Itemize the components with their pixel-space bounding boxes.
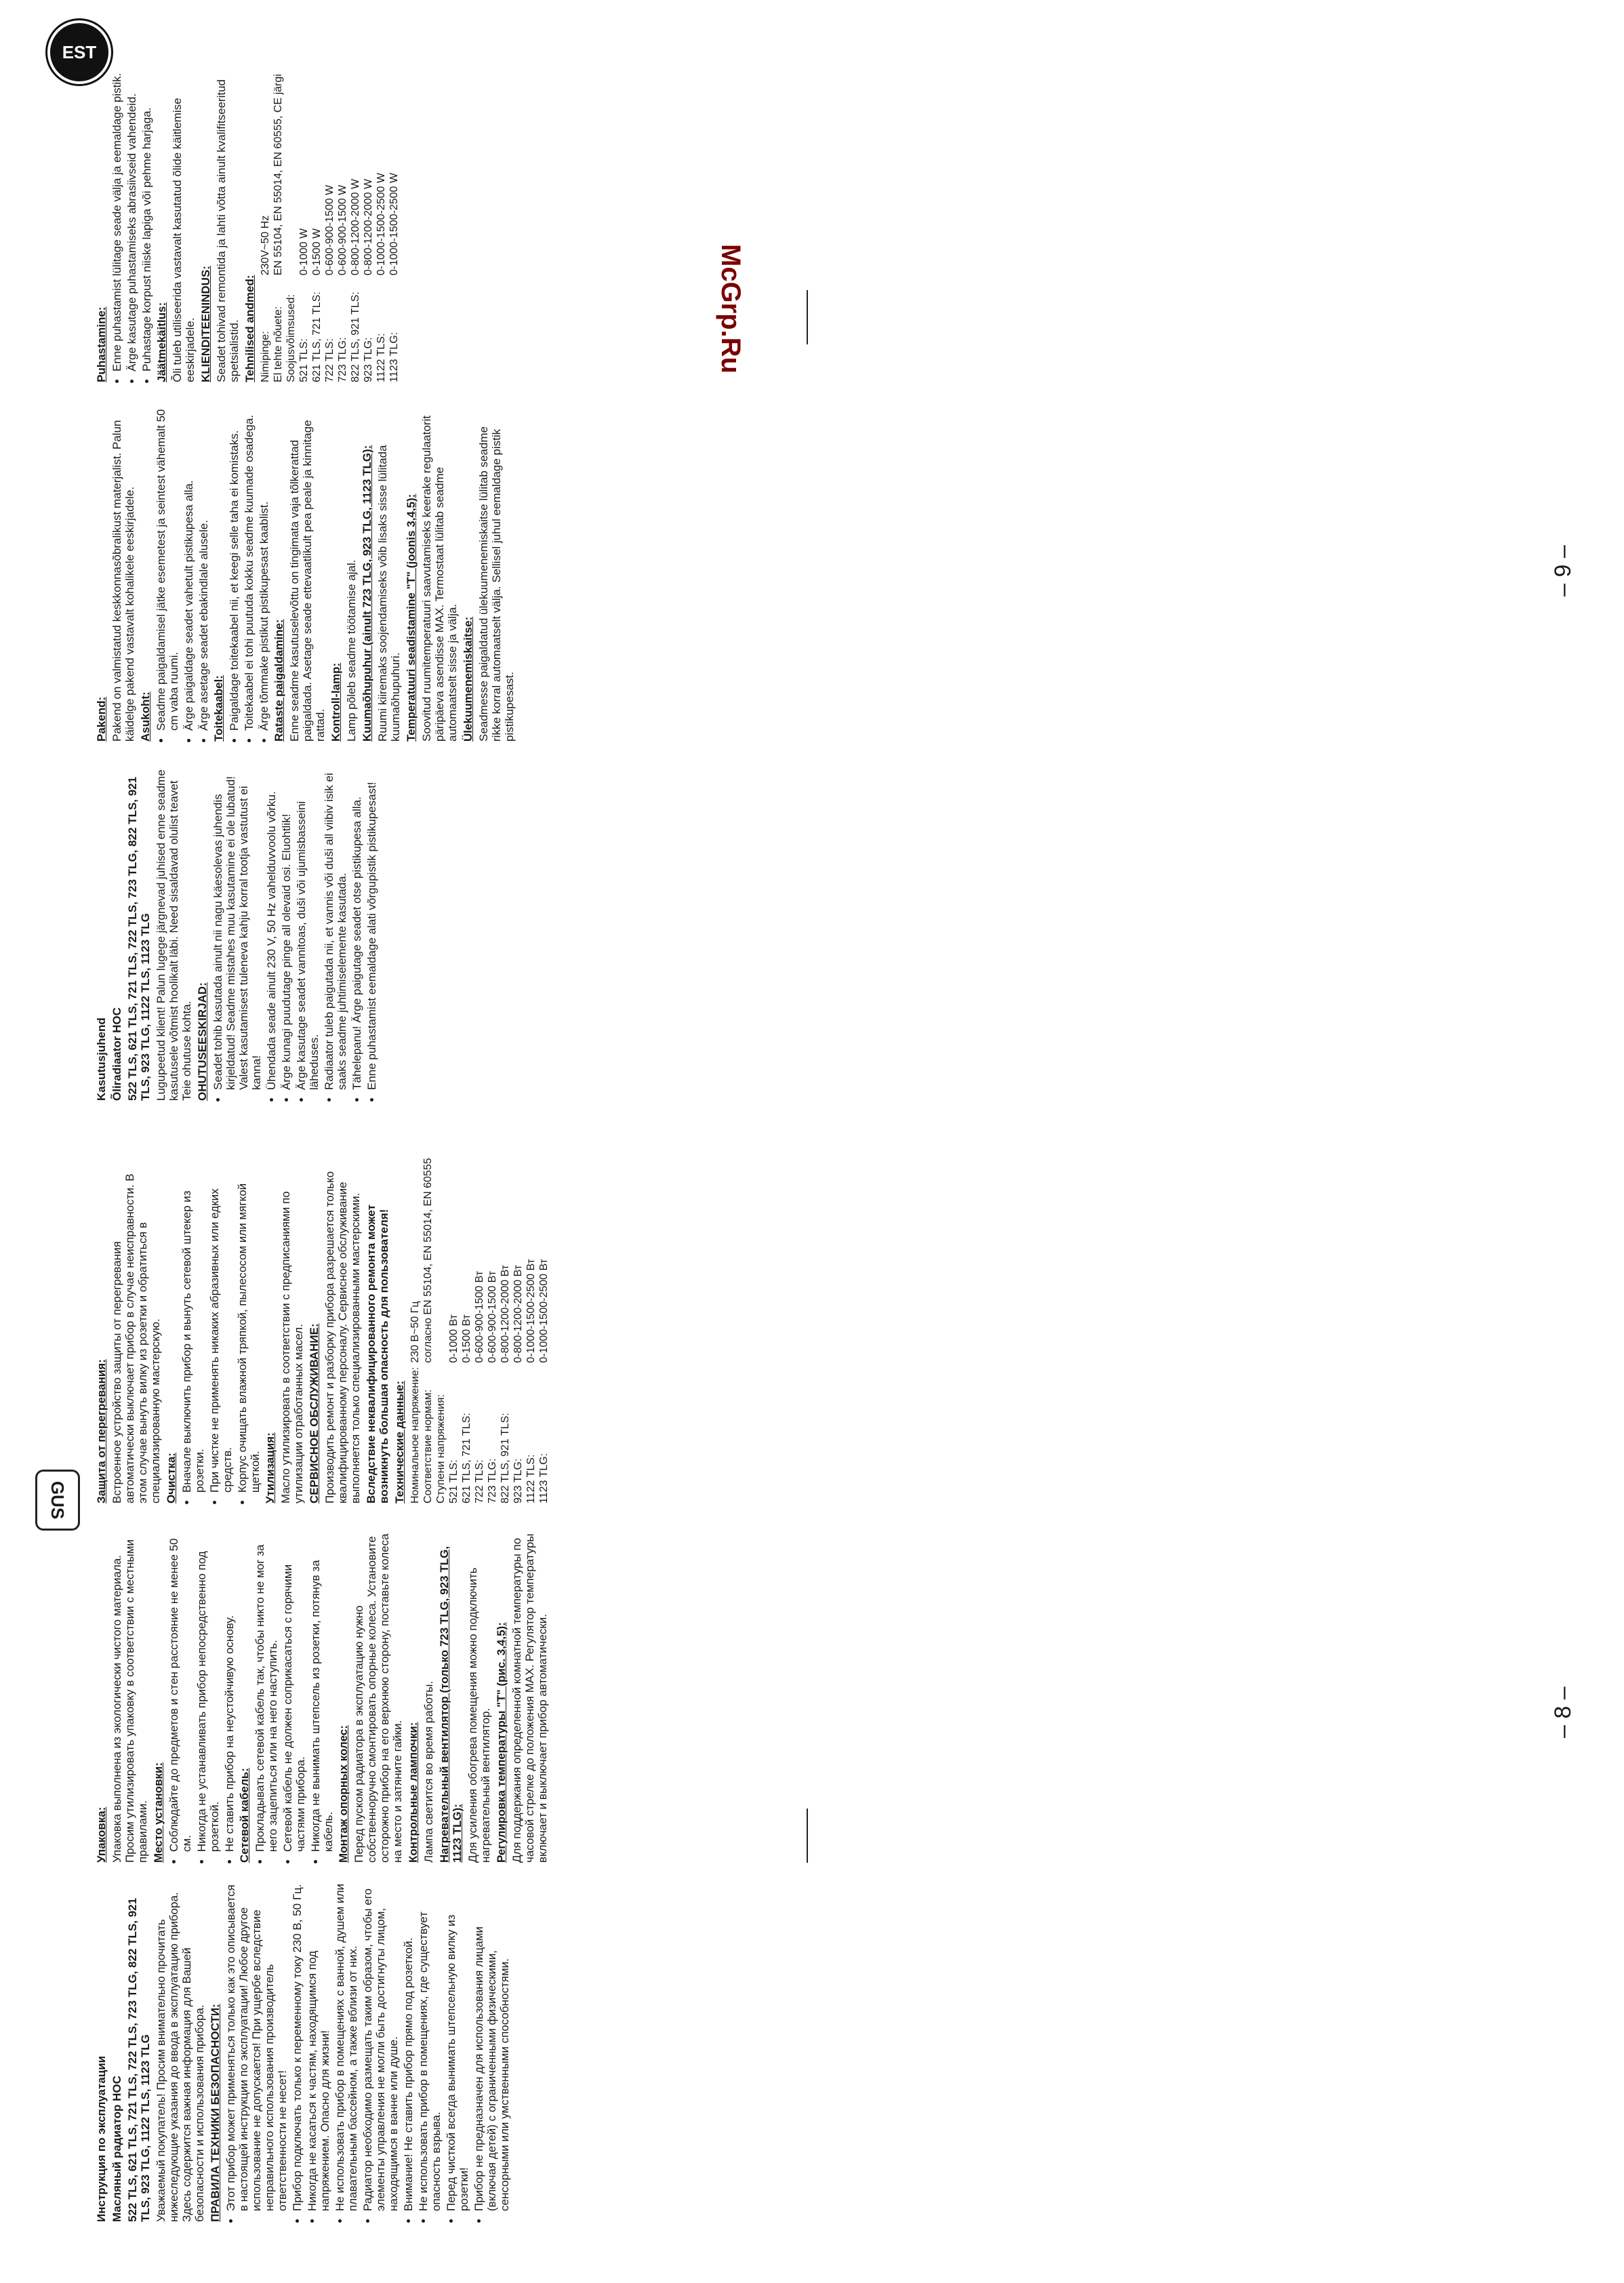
- table-row: [349, 43, 362, 382]
- ru-fan-heading: Нагревательный вентилятор (только 723 TLG, 923 TLG, 1123 TLG):: [438, 1545, 464, 1863]
- est-overheat-heading: Ülekuumenemiskaitse:: [462, 616, 474, 742]
- est-disposal-text: Õli tuleb utiliseerida vastavalt kasutatud õlide käitlemise eeskirjadele.: [171, 98, 197, 382]
- list-item: • Toitekaabel ei tohi puutuda kokku seadme kuumade osadega.: [243, 403, 256, 731]
- ru-util-text: Масло утилизировать в соответствии с предписаниями по утилизации отработанных масел.: [279, 1191, 305, 1503]
- list-item: • Радиатор необходимо размещать таким образом, чтобы его элементы управления не могли быть достигнуты лицом, находящимся в ванне или душе.: [361, 1883, 400, 2211]
- est-disposal-heading: Jäätmekäitlus:: [155, 302, 168, 382]
- ru-safety-list: [224, 1883, 511, 2222]
- ru-title: Инструкция по эксплуатации: [95, 2055, 108, 2222]
- ru-protection-heading: Защита от перегревания:: [95, 1359, 108, 1503]
- ru-thermo-text: Для поддержания определенной комнатной температуры по часовой стрелке до положения MAX. Регулятор температуры включает и выключает прибор автоматически.: [510, 1533, 549, 1863]
- ru-service-text: Производить ремонт и разборку прибора разрешается только квалифицированному персоналу. Сервисное обслуживание выполняется только специализированными мастерскими.: [323, 1171, 362, 1503]
- ru-wheels-heading: Монтаж опорных колес:: [337, 1725, 350, 1863]
- table-row: [272, 43, 285, 382]
- est-service-heading: KLIENDITEENINDUS:: [199, 266, 212, 382]
- est-product: Õliradiaator HOC: [110, 1007, 123, 1101]
- ru-safety-heading: ПРАВИЛА ТЕХНИКИ БЕЗОПАСНОСТИ:: [209, 2004, 222, 2222]
- est-power-model: 1122 TLS:: [375, 333, 387, 382]
- ru-warning: Вследствие неквалифицированного ремонта может возникнуть большая опасность для пользователя!: [365, 1205, 390, 1503]
- table-row: [537, 1154, 550, 1503]
- ru-util-heading: Утилизация:: [264, 1432, 277, 1503]
- est-thermo-heading: Temperatuuri seadistamine "T" (joonis 3,4,5):: [405, 493, 418, 742]
- table-row: [336, 43, 349, 382]
- list-item: • Puhastage korpust niiske lapiga või pehme harjaga.: [140, 43, 153, 371]
- table-row: [298, 43, 310, 382]
- ru-page-number: – 8 –: [1550, 1686, 1576, 1738]
- ru-power-value: 0-1500 Вт: [461, 1314, 472, 1363]
- table-row: [375, 43, 388, 382]
- ru-tech-heading: Технические данные:: [393, 1380, 406, 1503]
- ru-controls-text: Лампа светится во время работы.: [422, 1680, 435, 1863]
- site-watermark: McGrp.Ru: [716, 244, 746, 374]
- ru-unpack-heading: Упаковка:: [95, 1806, 108, 1863]
- est-power-model: 1123 TLG:: [388, 331, 400, 382]
- ru-power-value: 0-1000-1500-2500 Вт: [525, 1259, 537, 1363]
- list-item: • Прибор не предназначен для использования лицами (включая детей) с ограниченными физическими, сенсорными или умственными способностями.: [472, 1883, 511, 2211]
- table-row: [525, 1154, 537, 1503]
- est-power-value: 0-1000-1500-2500 W: [388, 173, 400, 276]
- ru-power-value: 0-800-1200-2000 Вт: [500, 1264, 511, 1363]
- est-power-model: 621 TLS, 721 TLS:: [311, 291, 323, 382]
- ru-product: Масляный радиатор HOC: [110, 2076, 123, 2222]
- list-item: • Прокладывать сетевой кабель так, чтобы никто не мог за него зацепиться или на него наступить.: [253, 1524, 279, 1852]
- ru-cable-heading: Сетевой кабель:: [238, 1768, 251, 1863]
- ru-service-heading: СЕРВИСНОЕ ОБСЛУЖИВАНИЕ:: [308, 1323, 321, 1503]
- ru-clean-heading: Очистка:: [165, 1453, 178, 1503]
- est-norms-label: El tehte nõuete:: [272, 306, 284, 382]
- est-models: 522 TLS, 621 TLS, 721 TLS, 722 TLS, 723 TLG, 822 TLS, 921 TLS, 923 TLG, 1122 TLS, 1123 TLG: [126, 776, 152, 1101]
- est-fan-text: Ruumi kiiremaks soojendamiseks võib lisaks sisse lülitada kuumaõhupuhuri.: [376, 445, 402, 742]
- est-cleaning-list: [110, 43, 153, 382]
- list-item: • Ühendada seade ainult 230 V, 50 Hz vahelduvvoolu võrku.: [265, 762, 278, 1090]
- ru-place-heading: Место установки:: [152, 1762, 165, 1863]
- ru-fan-text: Для усиления обогрева помещения можно подключить нагревательный вентилятор.: [466, 1567, 492, 1863]
- list-item: • Прибор подключать только к переменному току 230 В, 50 Гц.: [291, 1883, 304, 2211]
- list-item: • Сетевой кабель не должен соприкасаться с горячими частями прибора.: [281, 1524, 307, 1852]
- est-power-value: 0-1000-1500-2500 W: [375, 173, 387, 276]
- table-row: [323, 43, 336, 382]
- est-column-2: [95, 403, 519, 742]
- ru-voltage-label: Номинальное напряжение:: [409, 1367, 421, 1503]
- est-power-model: 923 TLG:: [363, 337, 374, 382]
- est-pack-heading: Pakend:: [95, 696, 108, 742]
- ru-column-2: [95, 1524, 552, 1863]
- est-power-value: 0-1500 W: [311, 228, 323, 276]
- est-cleaning-heading: Puhastamine:: [95, 306, 108, 382]
- est-page-number: – 9 –: [1550, 545, 1576, 597]
- list-item: • Не использовать прибор в помещениях с ванной, душем или плавательным бассейном, а также вблизи от них.: [333, 1883, 359, 2211]
- list-item: • Внимание! Не ставить прибор прямо под розеткой.: [402, 1883, 415, 2211]
- est-pack-text: Pakend on valmistatud keskkonnasõbralikust materjalist. Palun käidelge pakend vastavalt kohalikele eeskirjadele.: [110, 420, 136, 742]
- list-item: • Paigaldage toitekaabel nii, et keegi selle taha ei komistaks.: [228, 403, 241, 731]
- gus-logo: GUS: [35, 1470, 80, 1531]
- ru-unpack-text: Упаковка выполнена из экологически чистого материала. Просим утилизировать упаковку в соответствии с местными правилами.: [110, 1539, 149, 1863]
- page-russian: [0, 1142, 1624, 2283]
- ru-column-1: [95, 1883, 513, 2222]
- est-wheels-text: Enne seadme kasutuselevõttu on tingimata vaja tõlkerattad paigaldada. Asetage seade ettevaatlikult pea peale ja kinnitage rattad.: [288, 420, 327, 742]
- est-controls-text: Lamp põleb seadme töötamise ajal.: [345, 559, 358, 742]
- list-item: • Ärge kunagi puudutage pinge all olevaid osi. Eluohtlik!: [280, 762, 293, 1090]
- divider: [807, 290, 808, 344]
- ru-power-model: 1122 TLS:: [525, 1454, 537, 1503]
- est-power-model: 722 TLS:: [324, 338, 336, 382]
- list-item: • Ärge paigaldage seadet vahetult pistikupesa alla.: [182, 403, 195, 731]
- est-power-value: 0-600-900-1500 W: [337, 184, 348, 276]
- ru-intro: Уважаемый покупатель! Просим внимательно прочитать нижеследующие указания до ввода в эксплуатацию прибора. Здесь содержится важная информация для Вашей безопасности и использования прибора.: [155, 1892, 206, 2222]
- table-row: [362, 43, 375, 382]
- ru-power-model: 723 TLG:: [487, 1458, 498, 1503]
- ru-cable-list: [253, 1524, 335, 1863]
- table-row: [486, 1154, 499, 1503]
- list-item: • Не ставить прибор на неустойчивую основу.: [223, 1524, 236, 1852]
- ru-norms-value: согласно EN 55104, EN 55014, EN 60555: [422, 1158, 434, 1363]
- est-controls-heading: Kontroll-lamp:: [329, 662, 342, 742]
- est-thermo-text: Soovitud ruumitemperatuuri saavutamiseks keerake regulaatorit päripäeva asendisse MAX. Termostaat lülitab seadme automaatselt sisse ja välja.: [420, 416, 459, 742]
- table-row: [473, 1154, 486, 1503]
- list-item: • Ärge kasutage puhastamiseks abrasiivseid vahendeid.: [125, 43, 138, 371]
- ru-power-value: 0-1000 Вт: [448, 1314, 460, 1363]
- table-row: [499, 1154, 512, 1503]
- ru-power-model: 722 TLS:: [474, 1459, 485, 1503]
- list-item: • Не использовать прибор в помещениях, где существует опасность взрыва.: [417, 1883, 443, 2211]
- ru-wheels-text: Перед пуском радиатора в эксплуатацию нужно собственноручно смонтировать опорные колеса. Установите осторожно прибор на его верхнюю сторону, поставьте колеса на место и затяните гайки.: [352, 1533, 404, 1863]
- ru-power-value: 0-600-900-1500 Вт: [474, 1270, 485, 1363]
- list-item: • Никогда не устанавливать прибор непосредственно под розеткой.: [195, 1524, 221, 1852]
- table-row: [388, 43, 401, 382]
- list-item: • При чистке не применять никаких абразивных или едких средств.: [208, 1165, 234, 1493]
- ru-voltage-value: 230 В~50 Гц: [409, 1301, 421, 1363]
- ru-power-model: 521 TLS:: [448, 1459, 460, 1503]
- ru-controls-heading: Контрольные лампочки:: [407, 1722, 420, 1863]
- list-item: • Seadme paigaldamisel jätke esemetest ja seintest vähemalt 50 cm vaba ruumi.: [155, 403, 180, 731]
- est-title: Kasutusjuhend: [95, 1017, 108, 1101]
- list-item: • Seadet tohib kasutada ainult nii nagu käesolevas juhendis kirjeldatud! Seadme mistahes muu kasutamine ei ole lubatud! Valest kasutamisest tuleneva kahju korral tootja vastutust ei kanna!: [211, 762, 263, 1090]
- list-item: • Никогда не касаться к частям, находящимся под напряжением. Опасно для жизни!: [306, 1883, 331, 2211]
- est-power-value: 0-800-1200-2000 W: [350, 178, 361, 276]
- ru-clean-list: [180, 1165, 262, 1503]
- est-power-value: 0-600-900-1500 W: [324, 184, 336, 276]
- est-intro: Lugupeetud klient! Palun lugege järgnevad juhised enne seadme kasutusele võtmist hoolikalt läbi. Need sisaldavad olulist teavet Teie ohutuse kohta.: [155, 769, 193, 1101]
- est-safety-list: [211, 762, 378, 1101]
- est-cable-list: [228, 403, 270, 742]
- ru-protection-text: Встроенное устройство защиты от перегревания автоматически выключает прибор в случае неисправности. В этом случае вынуть вилку из розетки и обратиться в специализированную мастерскую.: [110, 1173, 162, 1503]
- ru-power-model: 1123 TLG:: [538, 1453, 550, 1503]
- list-item: • Enne puhastamist lülitage seade välja ja eemaldage pistik.: [110, 43, 123, 371]
- table-row: [310, 43, 323, 382]
- list-item: • Radiaator tuleb paigutada nii, et vannis või duši all viibiv isik ei saaks seadme juhtimiselemente kasutada.: [323, 762, 348, 1090]
- ru-tech-table: [409, 1154, 550, 1503]
- est-power-value: 0-1000 W: [298, 228, 310, 276]
- list-item: • Никогда не вынимать штепсель из розетки, потянув за кабель.: [309, 1524, 335, 1852]
- ru-power-value: 0-800-1200-2000 Вт: [512, 1264, 524, 1363]
- divider: [807, 1809, 808, 1863]
- table-row: [422, 1154, 434, 1503]
- ru-place-list: [167, 1524, 236, 1863]
- list-item: • Enne puhastamist eemaldage alati võrgupistik pistikupesast!: [365, 762, 378, 1090]
- list-item: • Ärge tõmmake pistikut pistikupesast kaablist.: [258, 403, 270, 731]
- table-row: [259, 43, 272, 382]
- ru-power-value: 0-1000-1500-2500 Вт: [538, 1259, 550, 1363]
- list-item: • Этот прибор может применяться только как это описывается в настоящей инструкции по эксплуатации! Любое другое использование не допускается! При ущербе вследствие неправильного использования производитель ответственности не несет!: [224, 1883, 289, 2211]
- ru-thermo-heading: Регулировка температуры "T" (рис. 3,4,5):: [495, 1622, 508, 1863]
- table-row: [409, 1154, 422, 1503]
- table-row: [512, 1154, 525, 1503]
- list-item: • Tähelepanu! Ärge paigutage seadet otse pistikupesa alla.: [350, 762, 363, 1090]
- ru-power-value: 0-600-900-1500 Вт: [487, 1270, 498, 1363]
- est-wheels-heading: Rataste paigaldamine:: [272, 619, 285, 742]
- est-power-model: 723 TLG:: [337, 337, 348, 382]
- ru-power-model: 923 TLG:: [512, 1458, 524, 1503]
- est-service-text: Seadet tohivad remontida ja lahti võtta ainult kvalifitseeritud spetsialistid.: [215, 79, 241, 382]
- table-row: [434, 1154, 447, 1503]
- ru-column-3: [95, 1158, 550, 1503]
- list-item: • Вначале выключить прибор и вынуть сетевой штекер из розетки.: [180, 1165, 206, 1493]
- table-row: [460, 1154, 473, 1503]
- table-row: [285, 43, 298, 382]
- est-cable-heading: Toitekaabel:: [212, 675, 225, 742]
- est-language-badge: EST: [47, 20, 111, 84]
- est-overheat-text: Seadmesse paigaldatud ülekuumenemiskaitse lülitab seadme rikke korral automaatselt välja. Sellisel juhul eemaldage pistik pistikupesast.: [477, 426, 516, 742]
- est-power-model: 521 TLS:: [298, 338, 310, 382]
- est-column-3: [95, 43, 401, 382]
- est-place-heading: Asukoht:: [139, 691, 152, 742]
- ru-power-label: Ступени напряжения:: [435, 1394, 447, 1503]
- est-place-list: [155, 403, 210, 742]
- table-row: [447, 1154, 460, 1503]
- est-voltage-label: Nimipinge:: [260, 331, 271, 382]
- est-safety-heading: OHUTUSEESKIRJAD:: [196, 982, 209, 1101]
- ru-power-model: 822 TLS, 921 TLS:: [500, 1413, 511, 1503]
- ru-norms-label: Соответствие нормам:: [422, 1389, 434, 1503]
- est-tech-heading: Tehnilised andmed:: [243, 275, 256, 382]
- list-item: • Ärge kasutage seadet vannitoas, duši või ujumisbasseini läheduses.: [295, 762, 321, 1090]
- est-tech-table: [259, 43, 401, 382]
- est-voltage-value: 230V~50 Hz: [260, 215, 271, 276]
- est-power-model: 822 TLS, 921 TLS:: [350, 291, 361, 382]
- est-power-value: 0-800-1200-2000 W: [363, 178, 374, 276]
- est-power-label: Soojusvõimsused:: [285, 294, 297, 382]
- ru-power-model: 621 TLS, 721 TLS:: [461, 1413, 472, 1503]
- est-column-1: [95, 762, 380, 1101]
- list-item: • Ärge asetage seadet ebakindlale alusele.: [197, 403, 210, 731]
- est-norms-value: EN 55104, EN 55014, EN 60555, CE järgi: [272, 74, 284, 276]
- list-item: • Соблюдайте до предметов и стен расстояние не менее 50 см.: [167, 1524, 193, 1852]
- list-item: • Корпус очищать влажной тряпкой, пылесосом или мягкой щеткой.: [236, 1165, 262, 1493]
- list-item: • Перед чисткой всегда вынимать штепсельную вилку из розетки!: [445, 1883, 470, 2211]
- est-fan-heading: Kuumaõhupuhur (ainult 723 TLG, 923 TLG, 1123 TLG):: [361, 445, 373, 742]
- ru-models: 522 TLS, 621 TLS, 721 TLS, 722 TLS, 723 TLG, 822 TLS, 921 TLS, 923 TLG, 1122 TLS, 1123 TLG: [126, 1897, 152, 2222]
